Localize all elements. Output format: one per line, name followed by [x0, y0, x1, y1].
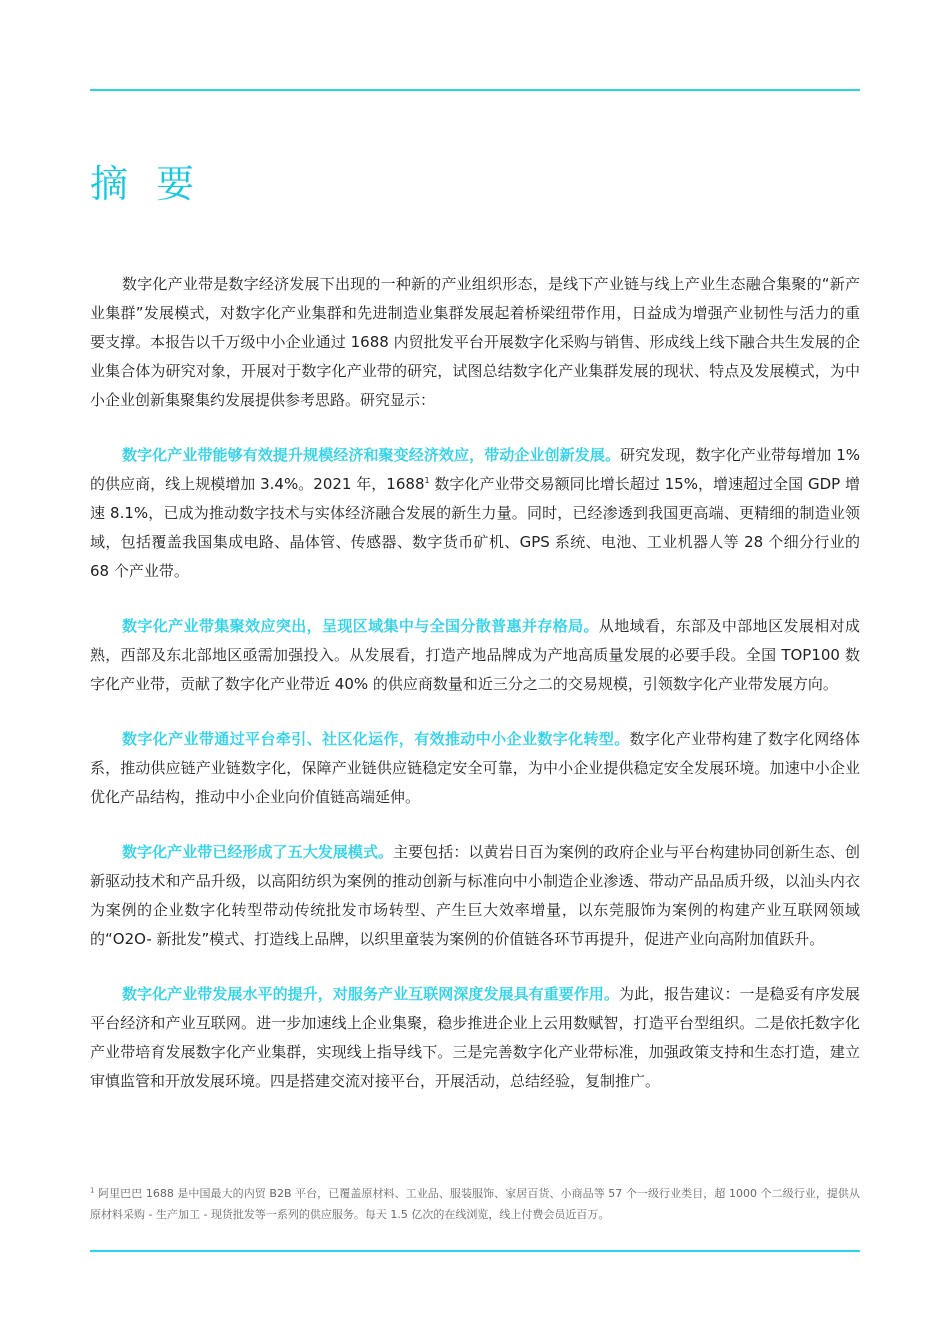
paragraph-finding-4	[90, 838, 860, 954]
footnote-text: 阿里巴巴 1688 是中国最大的内贸 B2B 平台，已覆盖原材料、工业品、服装服饰、家居百货、小商品等 57 个一级行业类目，超 1000 个二级行业，提供从原材料采购 - 生产加工 - 现货批发等一系列的供应服务。每天 1.5 亿次的在线浏览，线上付费会员近百万。	[90, 1187, 860, 1221]
paragraph-text: 研究发现，数字化产业带每增加 1% 的供应商，线上规模增加 3.4%。2021 年，1688	[90, 446, 860, 493]
paragraph-finding-2	[90, 612, 860, 699]
bottom-divider	[90, 1250, 860, 1252]
paragraph-text: 从地域看，东部及中部地区发展相对成熟，西部及东北部地区亟需加强投入。从发展看，打造产地品牌成为产地高质量发展的必要手段。全国 TOP100 数字化产业带，贡献了数字化产业带近 40% 的供应商数量和近三分之二的交易规模，引领数字化产业带发展方向。	[90, 617, 860, 693]
finding-highlight: 数字化产业带已经形成了五大发展模式。	[122, 843, 394, 861]
paragraph-text: 数字化产业带是数字经济发展下出现的一种新的产业组织形态，是线下产业链与线上产业生态融合集聚的“新产业集群”发展模式，对数字化产业集群和先进制造业集群发展起着桥梁纽带作用，日益成为增强产业韧性与活力的重要支撑。本报告以千万级中小企业通过 1688 内贸批发平台开展数字化采购与销售、形成线上线下融合共生发展的企业集合体为研究对象，开展对于数字化产业带的研究，试图总结数字化产业集群发展的现状、特点及发展模式，为中小企业创新集聚集约发展提供参考思路。研究显示：	[90, 275, 860, 409]
paragraph-text: 数字化产业带交易额同比增长超过 15%，增速超过全国 GDP 增速 8.1%，已成为推动数字技术与实体经济融合发展的新生力量。同时，已经渗透到我国更高端、更精细的制造业领域，包括覆盖我国集成电路、晶体管、传感器、数字货币矿机、GPS 系统、电池、工业机器人等 28 个细分行业的 68 个产业带。	[90, 475, 860, 580]
paragraph-finding-1	[90, 441, 860, 586]
finding-highlight: 数字化产业带通过平台牵引、社区化运作，有效推动中小企业数字化转型。	[122, 730, 630, 748]
paragraph-text: 为此，报告建议：一是稳妥有序发展平台经济和产业互联网。进一步加速线上企业集聚，稳步推进企业上云用数赋智，打造平台型组织。二是依托数字化产业带培育发展数字化产业集群，实现线上指导线下。三是完善数字化产业带标准，加强政策支持和生态打造，建立审慎监管和开放发展环境。四是搭建交流对接平台，开展活动，总结经验，复制推广。	[90, 985, 860, 1090]
finding-highlight: 数字化产业带发展水平的提升，对服务产业互联网深度发展具有重要作用。	[122, 985, 620, 1003]
page-title: 摘 要	[90, 162, 203, 207]
paragraph-finding-3	[90, 725, 860, 812]
finding-highlight: 数字化产业带能够有效提升规模经济和聚变经济效应，带动企业创新发展。	[122, 446, 621, 464]
paragraph-finding-5	[90, 980, 860, 1096]
paragraph-text: 主要包括：以黄岩日百为案例的政府企业与平台构建协同创新生态、创新驱动技术和产品升级，以高阳纺织为案例的推动创新与标准向中小制造企业渗透、带动产品品质升级，以汕头内衣为案例的企业数字化转型带动传统批发市场转型、产生巨大效率增量，以东莞服饰为案例的构建产业互联网领域的“O2O- 新批发”模式、打造线上品牌，以织里童装为案例的价值链各环节再提升，促进产业向高附加值跃升。	[90, 843, 860, 948]
footnote	[90, 1183, 860, 1225]
footnote-ref: 1	[424, 476, 430, 485]
top-divider	[90, 89, 860, 91]
paragraph-text: 数字化产业带构建了数字化网络体系，推动供应链产业链数字化，保障产业链供应链稳定安全可靠，为中小企业提供稳定安全发展环境。加速中小企业优化产品结构，推动中小企业向价值链高端延伸。	[90, 730, 860, 806]
paragraph-intro	[90, 270, 860, 415]
finding-highlight: 数字化产业带集聚效应突出，呈现区域集中与全国分散普惠并存格局。	[122, 617, 599, 635]
footnote-marker: 1	[90, 1186, 95, 1195]
summary-body	[90, 270, 860, 1122]
